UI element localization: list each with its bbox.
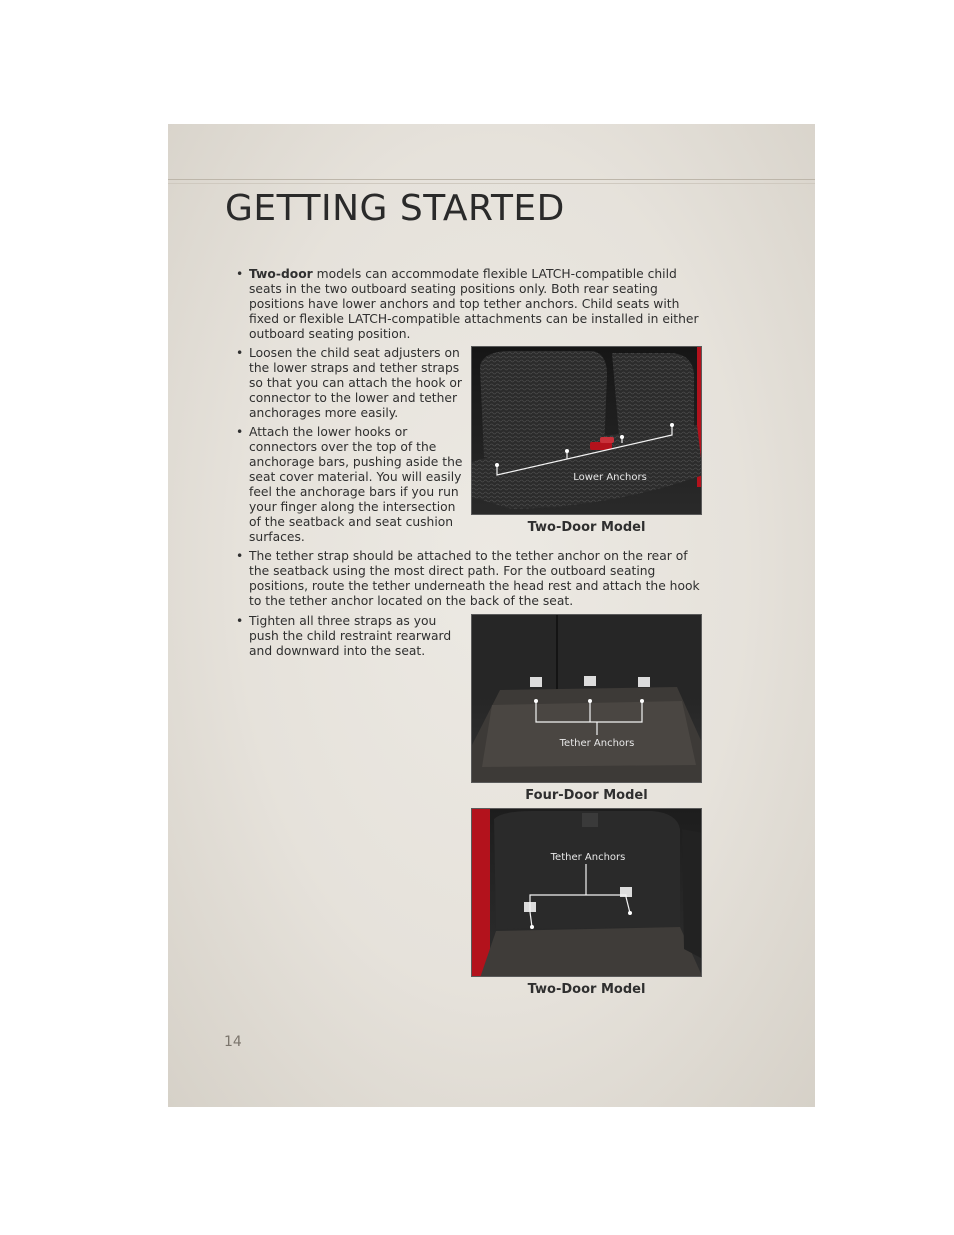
bullet-line: surfaces. <box>249 530 305 544</box>
bullet-line: fixed or flexible LATCH-compatible attachments can be installed in either <box>249 312 699 326</box>
bullet-dot: • <box>236 346 244 360</box>
photo-four-door-tether-anchors <box>471 614 702 783</box>
bullet-line: your finger along the intersection <box>249 500 456 514</box>
photo-two-door-lower-anchors <box>471 346 702 515</box>
bullet-line: Tighten all three straps as you <box>249 614 437 628</box>
page-number: 14 <box>224 1034 242 1050</box>
bullet-line: Two-door models can accommodate flexible LATCH-compatible child <box>249 267 677 281</box>
bullet-line: and downward into the seat. <box>249 644 426 658</box>
page-title: GETTING STARTED <box>225 188 565 229</box>
photo-two-door-tether-anchors <box>471 808 702 977</box>
bullet-line: feel the anchorage bars if you run <box>249 485 459 499</box>
bullet-dot: • <box>236 549 244 563</box>
bullet-line: Loosen the child seat adjusters on <box>249 346 460 360</box>
bullet-text <box>249 614 451 659</box>
bullet-dot: • <box>236 614 244 628</box>
bullet-line: the seatback using the most direct path. For the outboard seating <box>249 564 656 578</box>
bullet-line: seats in the two outboard seating positions only. Both rear seating <box>249 282 658 296</box>
caption-two-door-tether: Two-Door Model <box>527 982 646 997</box>
bullet-line: anchorage bars, pushing aside the <box>249 455 463 469</box>
bullet-line: the lower straps and tether straps <box>249 361 460 375</box>
bullet-dot: • <box>236 425 244 439</box>
bullet-line: push the child restraint rearward <box>249 629 452 643</box>
bullet-dot: • <box>236 267 244 281</box>
bullet-line: of the seatback and seat cushion <box>249 515 454 529</box>
photo-label: Tether Anchors <box>550 852 626 863</box>
caption-four-door: Four-Door Model <box>525 788 648 803</box>
bullet-line: so that you can attach the hook or <box>249 376 462 390</box>
bullet-line: seat cover material. You will easily <box>249 470 462 484</box>
bullet-text <box>249 425 462 545</box>
bullet-text <box>249 267 699 342</box>
photo-label: Tether Anchors <box>559 738 635 749</box>
bullet-line: to the tether anchor located on the back of the seat. <box>249 594 574 608</box>
bullet-text <box>249 549 700 609</box>
bullet-line: connector to the lower and tether <box>249 391 458 405</box>
bullet-line: positions, route the tether underneath the head rest and attach the hook <box>249 579 700 593</box>
bullet-line: positions have lower anchors and top tether anchors. Child seats with <box>249 297 680 311</box>
photo-label: Lower Anchors <box>573 472 647 483</box>
bullet-line: anchorages more easily. <box>249 406 399 420</box>
header-rule <box>168 179 815 180</box>
bullet-line: connectors over the top of the <box>249 440 437 454</box>
bullet-line: outboard seating position. <box>249 327 411 341</box>
bullet-line: Attach the lower hooks or <box>249 425 408 439</box>
caption-two-door-lower: Two-Door Model <box>527 520 646 535</box>
header-rule-secondary <box>168 183 815 184</box>
bullet-text <box>249 346 462 421</box>
bullet-line: The tether strap should be attached to the tether anchor on the rear of <box>249 549 688 563</box>
bullet-lead: Two-door <box>249 267 313 281</box>
